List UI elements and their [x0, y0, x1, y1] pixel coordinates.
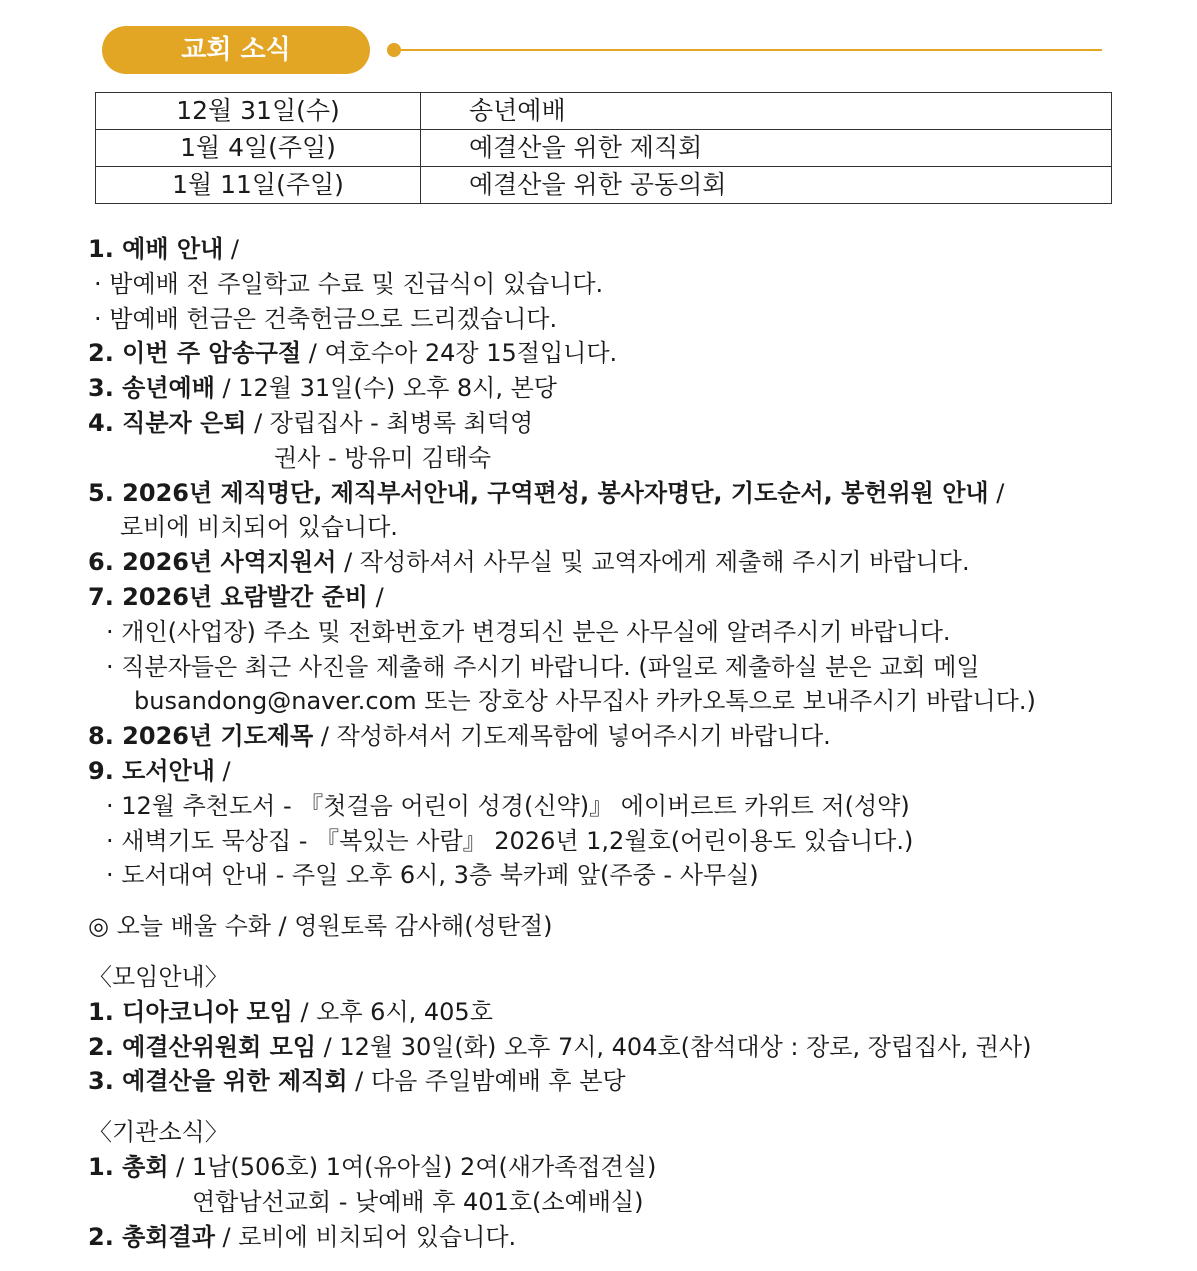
notice-title: 9. 도서안내 [88, 756, 215, 785]
list-item: · 밤예배 전 주일학교 수료 및 진급식이 있습니다. [94, 269, 604, 298]
notice-text: / [367, 582, 384, 611]
list-item: · 도서대여 안내 - 주일 오후 6시, 3층 북카페 앞(주중 - 사무실) [106, 861, 759, 890]
notice-text: / 작성하셔서 사무실 및 교역자에게 제출해 주시기 바랍니다. [336, 548, 970, 577]
notice-1 [88, 232, 1188, 267]
notice-5 [88, 476, 1188, 511]
org-2 [88, 1220, 1188, 1255]
meeting-2 [88, 1030, 1188, 1065]
table-row [96, 93, 1112, 130]
section-title: 교회 소식 [102, 26, 370, 74]
meeting-text: / 오후 6시, 405호 [292, 997, 493, 1026]
notice-text: / [223, 235, 239, 263]
notice-text: / [214, 756, 231, 785]
notice-3 [88, 371, 1188, 406]
notice-text: / 여호수아 24장 15절입니다. [301, 339, 618, 368]
org-title: 2. 총회결과 [88, 1222, 215, 1251]
org-1 [88, 1150, 1188, 1185]
email-text: busandong@naver.com 또는 장호상 사무집사 카카오톡으로 보내주시기 바랍니다.) [134, 687, 1036, 716]
notice-title: 8. 2026년 기도제목 [88, 722, 314, 751]
list-item: · 12월 추천도서 - 『첫걸음 어린이 성경(신약)』 에이버르트 카위트 저(성약) [106, 791, 910, 820]
org-text: 연합남선교회 - 낮예배 후 401호(소예배실) [192, 1187, 644, 1216]
notice-title: 4. 직분자 은퇴 [88, 408, 247, 437]
org-text: / 로비에 비치되어 있습니다. [214, 1222, 517, 1251]
list-item: · 직분자들은 최근 사진을 제출해 주시기 바랍니다. (파일로 제출하실 분은 교회 메일 [106, 652, 980, 681]
meeting-title: 2. 예결산위원회 모임 [88, 1032, 316, 1061]
meeting-text: / 다음 주일밤예배 후 본당 [347, 1067, 626, 1096]
list-item: · 새벽기도 묵상집 - 『복있는 사람』 2026년 1,2월호(어린이용도 있습니다.) [106, 826, 914, 855]
notice-8 [88, 719, 1188, 754]
notice-text: / 장립집사 - 최병록 최덕영 [246, 408, 534, 437]
list-item: · 개인(사업장) 주소 및 전화번호가 변경되신 분은 사무실에 알려주시기 바랍니다. [106, 617, 951, 646]
list-item: · 밤예배 헌금은 건축헌금으로 드리겠습니다. [94, 304, 558, 333]
schedule-date: 1월 4일(주일) [96, 130, 421, 167]
header-dot [387, 43, 401, 57]
notice-text: 로비에 비치되어 있습니다. [120, 513, 398, 542]
organizations-heading: 〈기관소식〉 [88, 1118, 229, 1147]
meeting-text: / 12월 30일(화) 오후 7시, 404호(참석대상 : 장로, 장립집사, 권사) [316, 1032, 1032, 1061]
notice-7 [88, 580, 1188, 615]
notice-title: 3. 송년예배 [88, 374, 215, 403]
org-text: / 1남(506호) 1여(유아실) 2여(새가족접견실) [168, 1152, 657, 1181]
notice-6 [88, 545, 1188, 580]
notice-text: 권사 - 방유미 김태숙 [274, 443, 492, 472]
schedule-table [95, 92, 1112, 204]
section-header [102, 26, 1102, 74]
schedule-event: 예결산을 위한 제직회 [421, 130, 1112, 167]
notice-title: 1. 예배 안내 [88, 235, 224, 263]
hymn-notice: ◎ 오늘 배울 수화 / 영원토록 감사해(성탄절) [88, 912, 553, 941]
meeting-3 [88, 1064, 1188, 1099]
notice-text: / [988, 478, 1005, 507]
meeting-1 [88, 995, 1188, 1030]
schedule-date: 12월 31일(수) [96, 93, 421, 130]
schedule-event: 예결산을 위한 공동의회 [421, 167, 1112, 204]
table-row [96, 167, 1112, 204]
notice-title: 7. 2026년 요람발간 준비 [88, 582, 368, 611]
notice-title: 2. 이번 주 암송구절 [88, 339, 302, 368]
meeting-title: 3. 예결산을 위한 제직회 [88, 1067, 348, 1096]
meetings-heading: 〈모임안내〉 [88, 962, 229, 991]
notice-9 [88, 754, 1188, 789]
notice-2 [88, 336, 1188, 371]
schedule-date: 1월 11일(주일) [96, 167, 421, 204]
org-title: 1. 총회 [88, 1152, 169, 1181]
table-row [96, 130, 1112, 167]
meeting-title: 1. 디아코니아 모임 [88, 997, 293, 1026]
notice-body [88, 232, 1188, 1254]
header-rule [401, 49, 1102, 51]
notice-text: / 12월 31일(수) 오후 8시, 본당 [214, 374, 557, 403]
notice-4 [88, 406, 1188, 441]
notice-title: 6. 2026년 사역지원서 [88, 548, 337, 577]
notice-text: / 작성하셔서 기도제목함에 넣어주시기 바랍니다. [313, 722, 831, 751]
schedule-event: 송년예배 [421, 93, 1112, 130]
notice-title: 5. 2026년 제직명단, 제직부서안내, 구역편성, 봉사자명단, 기도순서, 봉헌위원 안내 [88, 478, 989, 507]
